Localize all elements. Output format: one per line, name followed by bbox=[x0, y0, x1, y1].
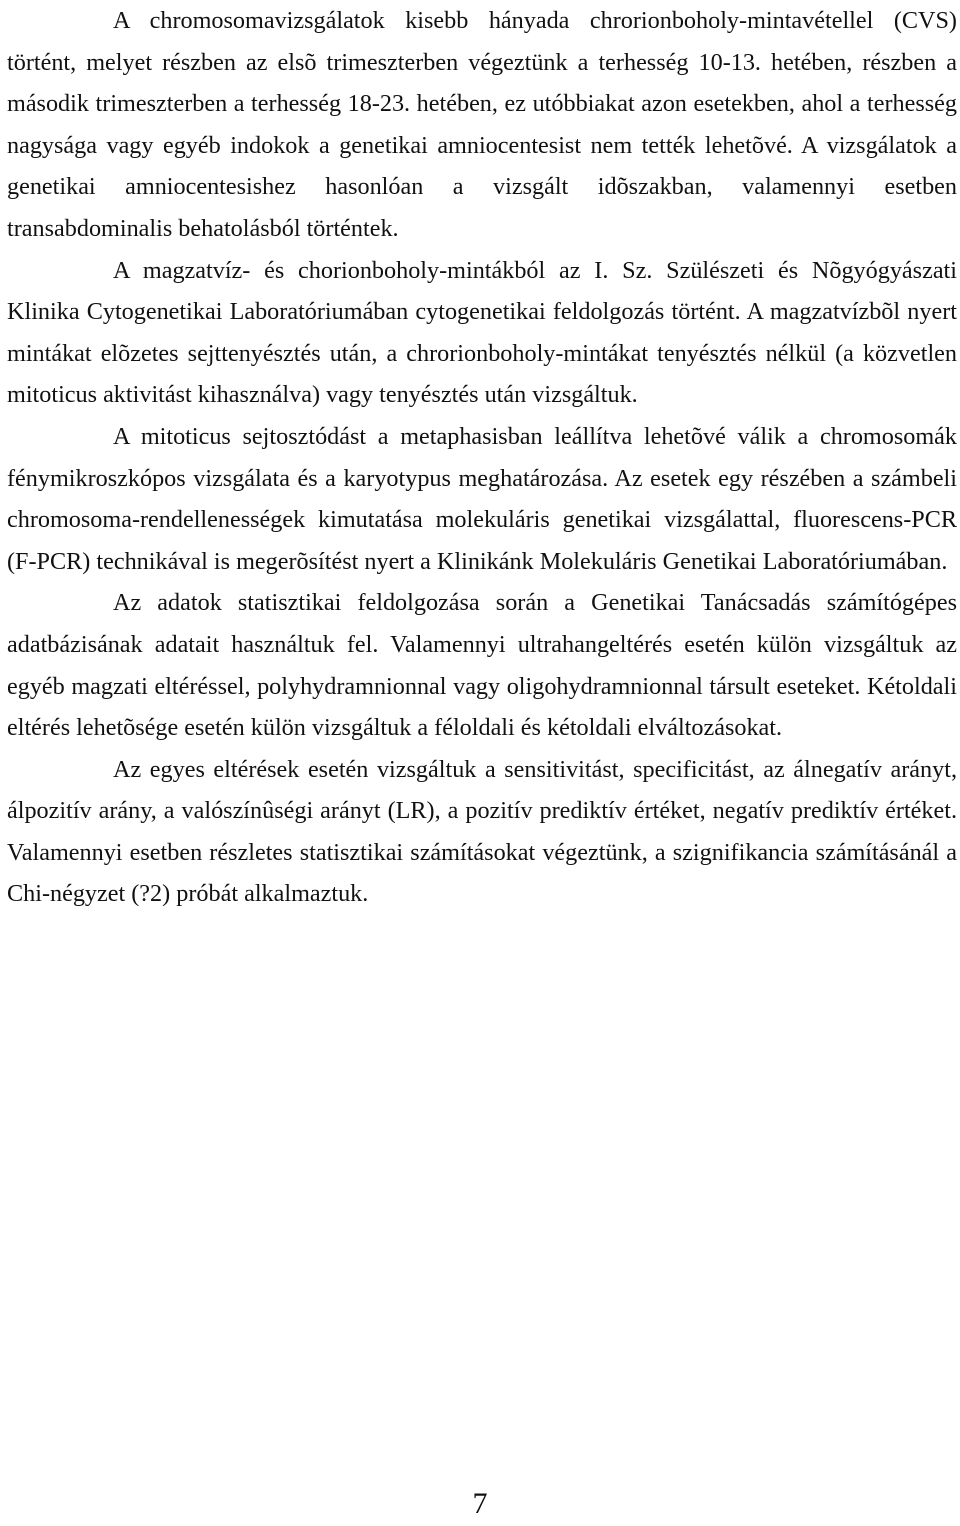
paragraph-statistical-methods: Az egyes eltérések esetén vizsgáltuk a sensitivitást, specificitást, az álnegatív arányt, álpozitív arány, a valószínûségi arányt (LR), a pozitív prediktív értéket, negatív prediktív értéket. Valamennyi esetben részletes statisztikai számításokat végeztünk, a szignifikancia számításánál a Chi-négyzet (?2) próbát alkalmaztuk. bbox=[7, 755, 957, 908]
paragraph-karyotype-analysis: A mitoticus sejtosztódást a metaphasisban leállítva lehetõvé válik a chromosomák fénymikroszkópos vizsgálata és a karyotypus meghatározása. Az esetek egy részében a számbeli chromosoma-rendellenességek kimutatása molekuláris genetikai vizsgálattal, fluorescens-PCR (F-PCR) technikával is megerõsítést nyert a Klinikánk Molekuláris Genetikai Laboratóriumában. bbox=[7, 422, 957, 575]
paragraph-sampling-cvs: A chromosomavizsgálatok kisebb hányada chrorionboholy-mintavétellel (CVS) történt, melyet részben az elsõ trimeszterben végeztünk a terhesség 10-13. hetében, részben a második trimeszterben a terhesség 18-23. hetében, ez utóbbiakat azon esetekben, ahol a terhesség nagysága vagy egyéb indokok a genetikai amniocentesist nem tették lehetõvé. A vizsgálatok a genetikai amniocentesishez hasonlóan a vizsgált idõszakban, valamennyi esetben transabdominalis behatolásból történtek. bbox=[7, 7, 957, 242]
document-page bbox=[7, 0, 957, 915]
paragraph-cytogenetic-processing: A magzatvíz- és chorionboholy-mintákból az I. Sz. Szülészeti és Nõgyógyászati Klinika Cytogenetikai Laboratóriumában cytogenetikai feldolgozás történt. A magzatvízbõl nyert mintákat elõzetes sejttenyésztés után, a chrorionboholy-mintákat tenyésztés nélkül (a közvetlen mitoticus aktivitást kihasználva) vagy tenyésztés után vizsgáltuk. bbox=[7, 256, 957, 409]
paragraph-statistical-data: Az adatok statisztikai feldolgozása során a Genetikai Tanácsadás számítógépes adatbázisának adatait használtuk fel. Valamennyi ultrahangeltérés esetén külön vizsgáltuk az egyéb magzati eltéréssel, polyhydramnionnal vagy oligohydramnionnal társult eseteket. Kétoldali eltérés lehetõsége esetén külön vizsgáltuk a féloldali és kétoldali elváltozásokat. bbox=[7, 589, 957, 742]
page-number: 7 bbox=[472, 1487, 488, 1520]
